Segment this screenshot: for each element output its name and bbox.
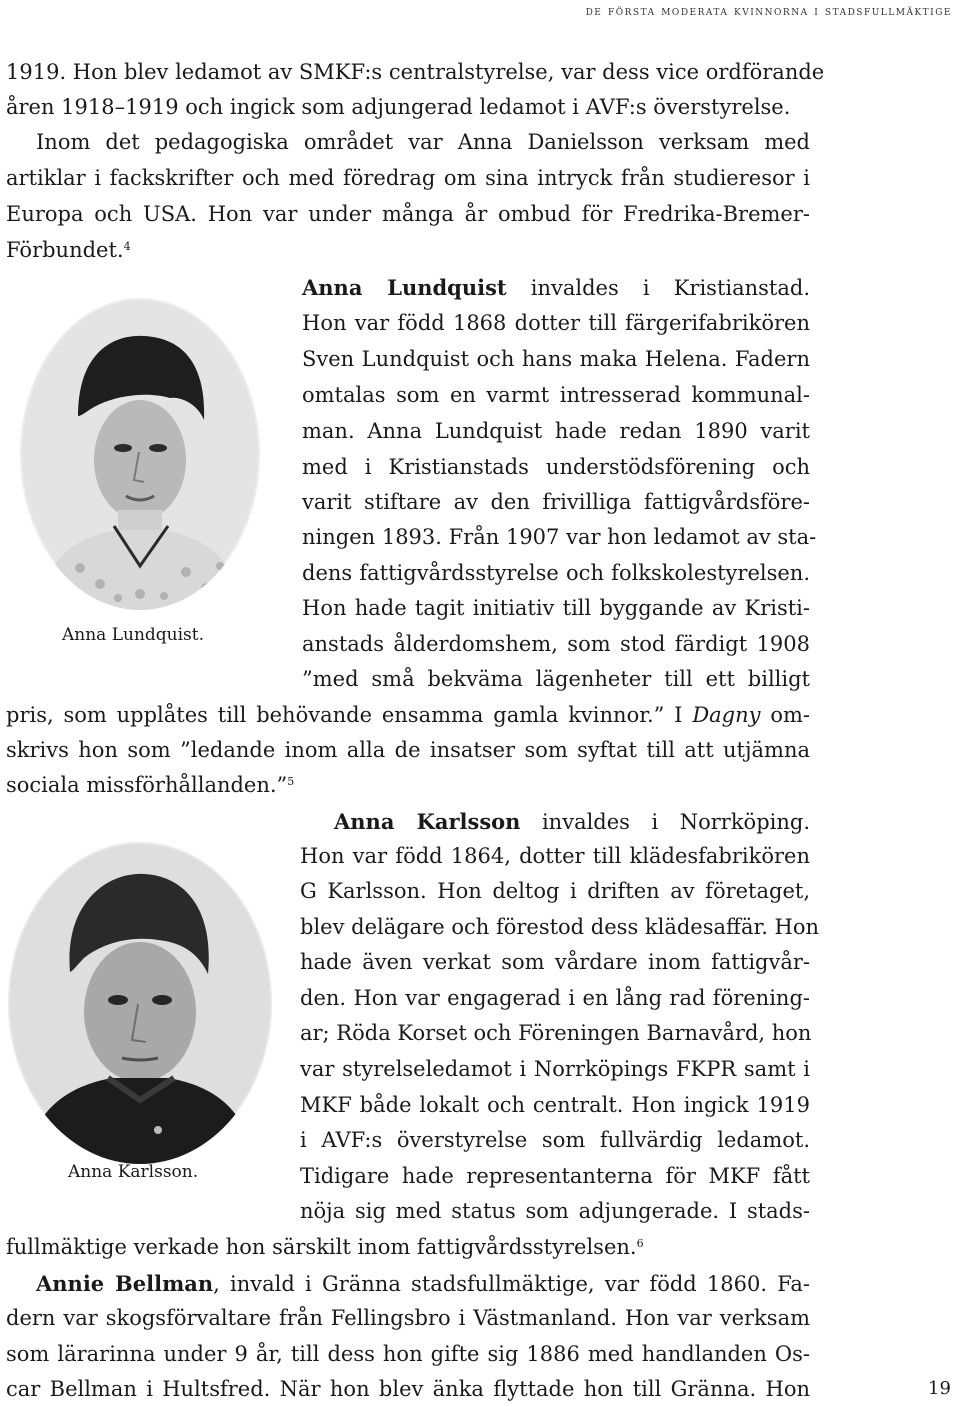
running-head: de första moderata kvinnorna i stadsfullmäktige [585, 4, 952, 19]
text-line: dern var skogsförvaltare från Fellingsbro i Västmanland. Hon var verksam [6, 1306, 810, 1330]
text-line [6, 698, 810, 733]
text-line: ar; Röda Korset och Föreningen Barnavård, hon [300, 1021, 812, 1045]
text-span: invaldes i Norrköping. [520, 810, 811, 834]
text-line: Sven Lundquist och hans maka Helena. Fadern [302, 347, 810, 371]
portrait-anna-karlsson [8, 842, 272, 1164]
text-line: G Karlsson. Hon deltog i driften av företaget, [300, 879, 810, 903]
person-name: Anna Lundquist [302, 275, 507, 300]
text-span: invaldes i Kristianstad. [506, 276, 810, 300]
text-line: skrivs hon som ”ledande inom alla de insatser som syftat till att utjämna [6, 738, 810, 762]
text-line: hade även verkat som vårdare inom fattigvår- [300, 950, 810, 974]
text-line [6, 768, 810, 803]
text-line: Hon var född 1864, dotter till klädesfabrikören [300, 844, 810, 868]
portrait-image [20, 298, 260, 610]
text-line [6, 233, 810, 268]
text-line: var styrelseledamot i Norrköpings FKPR samt i [300, 1057, 810, 1081]
text-line: ningen 1893. Från 1907 var hon ledamot av sta- [302, 525, 817, 549]
page-number: 19 [928, 1378, 951, 1399]
text-line: omtalas som en varmt intresserad kommunal- [302, 383, 810, 407]
text-line: Hon hade tagit initiativ till byggande av Kristi- [302, 596, 810, 620]
footnote-ref: 4 [123, 240, 131, 253]
portrait-anna-lundquist [20, 298, 260, 610]
text-line: nöja sig med status som adjungerade. I stads- [300, 1199, 810, 1223]
text-line: blev delägare och förestod dess klädesaffär. Hon [300, 915, 820, 939]
text-span: Förbundet. [6, 238, 124, 262]
photo-caption: Anna Karlsson. [68, 1162, 199, 1182]
text-span: fullmäktige verkade hon särskilt inom fattigvårdsstyrelsen. [6, 1235, 637, 1259]
text-line: Inom det pedagogiska området var Anna Danielsson verksam med [36, 130, 810, 154]
text-line [6, 1230, 810, 1265]
text-line: med i Kristianstads understödsförening och [302, 455, 810, 479]
text-line: som lärarinna under 9 år, till dess hon gifte sig 1886 med handlanden Os- [6, 1342, 810, 1366]
person-name: Anna Karlsson [334, 809, 521, 834]
person-name: Annie Bellman [36, 1271, 214, 1296]
magazine-title: Dagny [692, 703, 761, 727]
text-line [6, 1266, 810, 1302]
text-line: Europa och USA. Hon var under många år ombud för Fredrika-Bremer- [6, 202, 810, 226]
text-line: dens fattigvårdsstyrelse och folkskolestyrelsen. [302, 561, 810, 585]
text-line: varit stiftare av den frivilliga fattigvårdsföre- [302, 490, 810, 514]
text-span: pris, som upplåtes till behövande ensamma gamla kvinnor.” I [6, 703, 693, 727]
footnote-ref: 6 [636, 1237, 644, 1250]
text-line: artiklar i fackskrifter och med föredrag om sina intryck från studieresor i [6, 166, 810, 190]
photo-caption: Anna Lundquist. [62, 625, 205, 645]
text-span: sociala missförhållanden.” [6, 773, 288, 797]
text-line [300, 804, 810, 840]
text-span: , invald i Gränna stadsfullmäktige, var född 1860. Fa- [213, 1272, 810, 1296]
text-line [302, 270, 810, 306]
text-line: 1919. Hon blev ledamot av SMKF:s centralstyrelse, var dess vice ordförande [6, 60, 825, 84]
text-line: åren 1918–1919 och ingick som adjungerad ledamot i AVF:s överstyrelse. [6, 95, 791, 119]
text-line: car Bellman i Hultsfred. När hon blev änka flyttade hon till Gränna. Hon [6, 1377, 810, 1401]
text-line: man. Anna Lundquist hade redan 1890 varit [302, 419, 810, 443]
text-line: MKF både lokalt och centralt. Hon ingick 1919 [300, 1093, 810, 1117]
text-line: i AVF:s överstyrelse som fullvärdig ledamot. [300, 1128, 810, 1152]
text-line: ”med små bekväma lägenheter till ett billigt [302, 667, 810, 691]
text-span: om- [760, 703, 810, 727]
text-line: Tidigare hade representanterna för MKF fått [300, 1164, 810, 1188]
footnote-ref: 5 [287, 775, 295, 788]
portrait-image [8, 842, 272, 1164]
text-line: anstads ålderdomshem, som stod färdigt 1908 [302, 632, 810, 656]
text-line: Hon var född 1868 dotter till färgerifabrikören [302, 311, 810, 335]
text-line: den. Hon var engagerad i en lång rad förening- [300, 986, 810, 1010]
